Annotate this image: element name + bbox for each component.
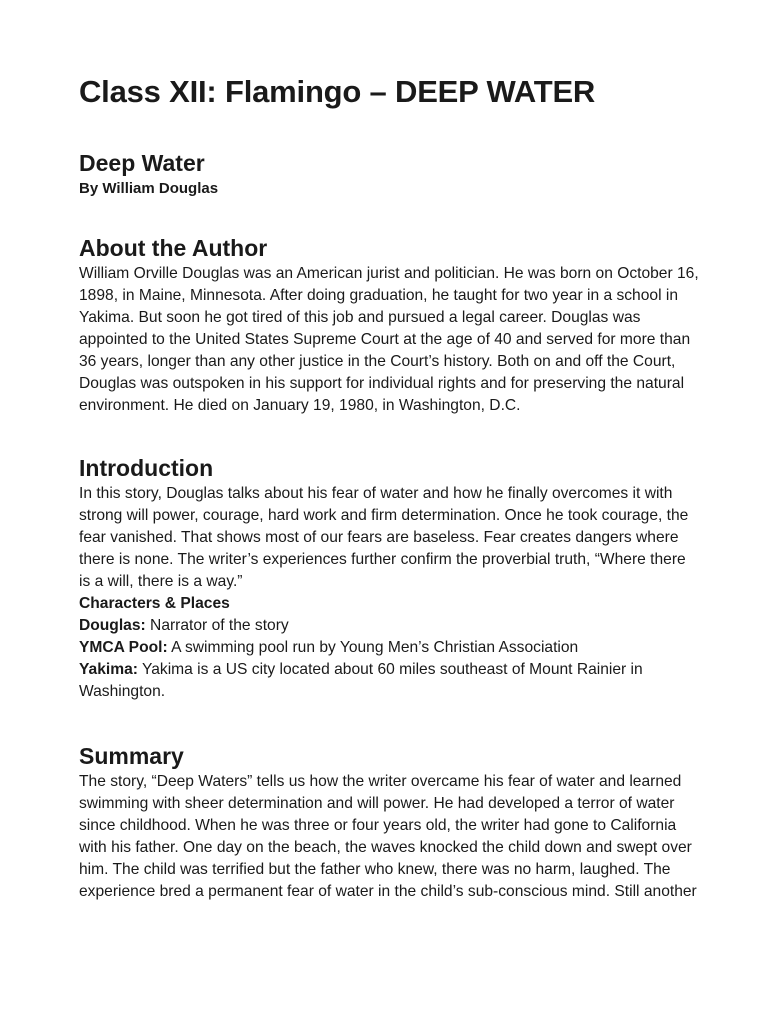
summary-heading: Summary <box>79 743 184 769</box>
character-entry-ymca-pool <box>79 637 699 659</box>
story-title: Deep Water <box>79 150 205 176</box>
introduction-paragraph: In this story, Douglas talks about his fear of water and how he finally overcomes it with strong will power, courage, hard work and firm determination. Once he took courage, the fear vanished. That shows most of our fears are baseless. Fear creates dangers where there is none. The writer’s experiences further confirm the proverbial truth, “Where there is a will, there is a way.” <box>79 485 689 590</box>
character-label: Yakima: <box>79 661 138 678</box>
character-label: YMCA Pool: <box>79 639 168 656</box>
document-title: Class XII: Flamingo – DEEP WATER <box>79 74 596 109</box>
author-byline: By William Douglas <box>79 180 219 197</box>
characters-places-heading: Characters & Places <box>79 595 230 612</box>
about-author-heading: About the Author <box>79 235 268 261</box>
introduction-heading: Introduction <box>79 455 214 481</box>
document-page <box>79 70 699 903</box>
character-description: A swimming pool run by Young Men’s Christian Association <box>167 639 579 656</box>
summary-paragraph: The story, “Deep Waters” tells us how the writer overcame his fear of water and learned swimming with sheer determination and will power. He had developed a terror of water since childhood. When he was three or four years old, the writer had gone to California with his father. One day on the beach, the waves knocked the child down and swept over him. The child was terrified but the father who knew, there was no harm, laughed. The experience bred a permanent fear of water in the child’s sub-conscious mind. Still another <box>79 773 697 900</box>
character-description: Narrator of the story <box>145 617 289 634</box>
character-label: Douglas: <box>79 617 146 634</box>
character-entry-douglas <box>79 615 699 637</box>
about-author-paragraph: William Orville Douglas was an American jurist and politician. He was born on October 16, 1898, in Maine, Minnesota. After doing graduation, he taught for two year in a school in Yakima. But soon he got tired of this job and pursued a legal career. Douglas was appointed to the United States Supreme Court at the age of 40 and served for more than 36 years, longer than any other justice in the Court’s history. Both on and off the Court, Douglas was outspoken in his support for individual rights and for preserving the natural environment. He died on January 19, 1980, in Washington, D.C. <box>79 265 699 414</box>
character-description: Yakima is a US city located about 60 miles southeast of Mount Rainier in Washington. <box>79 661 643 700</box>
character-entry-yakima <box>79 659 699 703</box>
